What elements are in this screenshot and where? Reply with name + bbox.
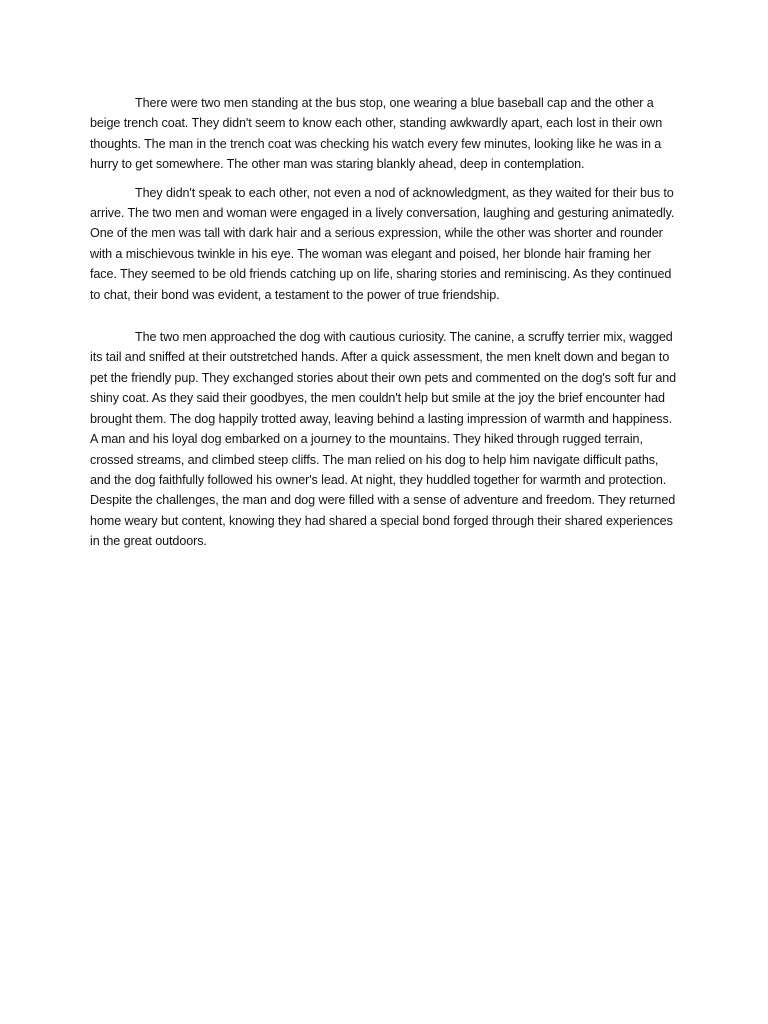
paragraph-dog-journey: The two men approached the dog with cautious curiosity. The canine, a scruffy terrier mix, wagged its tail and sniffed at their outstretched hands. After a quick assessment, the men knelt down and began to pet the friendly pup. They exchanged stories about their own pets and commented on the dog's soft fur and shiny coat. As they said their goodbyes, the men couldn't help but smile at the joy the brief encounter had brought them. The dog happily trotted away, leaving behind a lasting impression of warmth and happiness. A man and his loyal dog embarked on a journey to the mountains. They hiked through rugged terrain, crossed streams, and climbed steep cliffs. The man relied on his dog to help him navigate difficult paths, and the dog faithfully followed his owner's lead. At night, they huddled together for warmth and protection. Despite the challenges, the man and dog were filled with a sense of adventure and freedom. They returned home weary but content, knowing they had shared a special bond forged through their shared experiences in the great outdoors. — [90, 330, 677, 549]
paragraph-bus-stop: There were two men standing at the bus stop, one wearing a blue baseball cap and the other a beige trench coat. They didn't seem to know each other, standing awkwardly apart, each lost in their own thoughts. The man in the trench coat was checking his watch every few minutes, looking like he was in a hurry to get somewhere. The other man was staring blankly ahead, deep in contemplation. — [90, 96, 663, 172]
paragraph-conversation: They didn't speak to each other, not even a nod of acknowledgment, as they waited for their bus to arrive. The two men and woman were engaged in a lively conversation, laughing and gesturing animatedly. One of the men was tall with dark hair and a serious expression, while the other was shorter and rounder with a mischievous twinkle in his eye. The woman was elegant and poised, her blonde hair framing her face. They seemed to be old friends catching up on life, sharing stories and reminiscing. As they continued to chat, their bond was evident, a testament to the power of true friendship. — [90, 185, 675, 302]
document-body — [90, 93, 678, 552]
